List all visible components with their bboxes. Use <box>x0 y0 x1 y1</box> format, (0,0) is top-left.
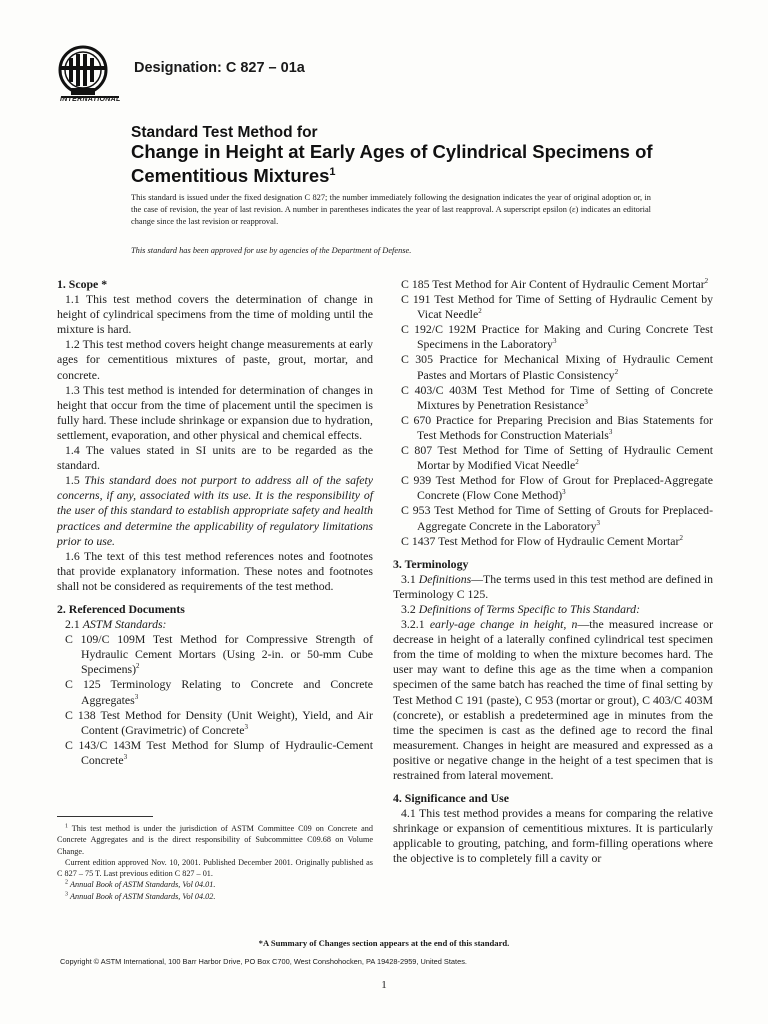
page-number: 1 <box>381 979 387 991</box>
paragraph-1-1: 1.1 This test method covers the determination of change in height of cylindrical specimens from the time of molding until the mixture is hard. <box>57 292 373 337</box>
section-heading-terminology: 3. Terminology <box>393 556 469 571</box>
reference-item: C 953 Test Method for Time of Setting of Grouts for Preplaced-Aggregate Concrete in the Laboratory$^3$ <box>401 503 713 533</box>
reference-item: C 125 Terminology Relating to Concrete and Concrete Aggregates$^3$ <box>65 677 373 707</box>
footnote-2: $^2$ Annual Book of ASTM Standards, Vol 04.01. <box>65 879 216 890</box>
reference-item: C 1437 Test Method for Flow of Hydraulic Cement Mortar$^2$ <box>401 533 683 548</box>
document-title <box>131 123 653 186</box>
approval-note: This standard has been approved for use by agencies of the Department of Defense. <box>131 246 412 255</box>
section-heading-referenced: 2. Referenced Documents <box>57 601 185 616</box>
designation: Designation: C 827 – 01a <box>134 60 305 76</box>
footnotes <box>57 823 373 902</box>
paragraph-1-3: 1.3 This test method is intended for determination of changes in height that occur from the time of placement until the specimen is fully hard. These include shrinkage or expansion due to hydration, settlement, evaporation, and other physical and chemical effects. <box>57 382 373 442</box>
title-footnote-mark: 1 <box>329 166 336 178</box>
paragraph-1-2: 1.2 This test method covers height change measurements at early ages for cementitious mixtures of paste, grout, mortar, and concrete. <box>57 337 373 382</box>
reference-item: C 670 Practice for Preparing Precision and Bias Statements for Test Methods for Construction Materials$^3$ <box>401 412 713 442</box>
section-heading-scope: 1. Scope * <box>57 277 108 291</box>
title-line-3: Cementitious Mixtures$^1$ <box>131 165 336 187</box>
paragraph-1-4: 1.4 The values stated in SI units are to be regarded as the standard. <box>57 443 373 473</box>
paragraph-1-5: 1.5 This standard does not purport to address all of the safety concerns, if any, associated with its use. It is the responsibility of the user of this standard to establish appropriate safety and health practices and determine the applicability of regulatory limitations prior to use. <box>57 473 373 548</box>
title-line-2: Change in Height at Early Ages of Cylindrical Specimens of <box>131 141 653 162</box>
right-column <box>393 277 713 867</box>
reference-item: C 191 Test Method for Time of Setting of Hydraulic Cement by Vicat Needle$^2$ <box>401 292 713 322</box>
reference-item: C 807 Test Method for Time of Setting of Hydraulic Cement Mortar by Modified Vicat Needle$^2$ <box>401 443 713 473</box>
summary-of-changes-note: *A Summary of Changes section appears at the end of this standard. <box>258 938 510 948</box>
logo-caption: INTERNATIONAL <box>60 96 121 103</box>
reference-item: C 305 Practice for Mechanical Mixing of Hydraulic Cement Pastes and Mortars of Plastic Consistency$^2$ <box>401 352 713 382</box>
title-line-1: Standard Test Method for <box>131 124 318 141</box>
paragraph-4-1: 4.1 This test method provides a means for comparing the relative shrinkage or expansion of cementitious mixtures. It is particularly applicable to grouting, patching, and form-filling operations where the objective is to completely fill a cavity or <box>393 806 713 866</box>
footnote-3: $^3$ Annual Book of ASTM Standards, Vol 04.02. <box>65 891 216 901</box>
issue-note: This standard is issued under the fixed designation C 827; the number immediately following the designation indicates the year of original adoption or, in the case of revision, the year of last revision. A number in parentheses indicates the year of last reapproval. A superscript epsilon (ε) indicates an editorial change since the last revision or reapproval. <box>131 193 651 226</box>
left-column <box>57 277 373 768</box>
copyright-line: Copyright © ASTM International, 100 Barr Harbor Drive, PO Box C700, West Conshohocken, PA 19428-2959, United States. <box>60 957 467 966</box>
reference-item: C 192/C 192M Practice for Making and Curing Concrete Test Specimens in the Laboratory$^3$ <box>401 322 713 352</box>
reference-list-left <box>57 632 373 768</box>
reference-item: C 138 Test Method for Density (Unit Weight), Yield, and Air Content (Gravimetric) of Concrete$^3$ <box>65 707 373 737</box>
reference-list-right <box>393 277 713 549</box>
reference-item: C 939 Test Method for Flow of Grout for Preplaced-Aggregate Concrete (Flow Cone Method)$^3$ <box>401 473 713 503</box>
reference-item: C 109/C 109M Test Method for Compressive Strength of Hydraulic Cement Mortars (Using 2-in. or 50-mm Cube Specimens)$^2$ <box>65 632 373 677</box>
footnote-1: $^1$ This test method is under the jurisdiction of ASTM Committee C09 on Concrete and Concrete Aggregates and is the direct responsibility of Subcommittee C09.68 on Volume Change. <box>57 823 373 856</box>
reference-item: C 185 Test Method for Air Content of Hydraulic Cement Mortar$^2$ <box>401 277 709 291</box>
reference-item: C 143/C 143M Test Method for Slump of Hydraulic-Cement Concrete$^3$ <box>65 737 373 767</box>
paragraph-3-1: 3.1 Definitions—The terms used in this test method are defined in Terminology C 125. <box>393 571 714 601</box>
paragraph-3-2: 3.2 Definitions of Terms Specific to This Standard: <box>401 601 641 616</box>
paragraph-1-6: 1.6 The text of this test method references notes and footnotes that provide explanatory information. These notes and footnotes shall not be considered as requirements of the test method. <box>57 548 373 593</box>
section-heading-significance: 4. Significance and Use <box>393 791 510 806</box>
paragraph-3-2-1: 3.2.1 early-age change in height, n—the measured increase or decrease in height of a laterally confined cylindrical test specimen from the time of molding to when the mixture becomes hard. The user may want to define this age as the time when a companion specimen of the same batch has reached the time of final setting by Test Method C 191 (paste), C 953 (mortar or grout), C 403/C 403M (concrete), or establish a predetermined age in minutes from the time the specimen is cast as the defined age to record the final measurement. Changes in height are measured and expressed as a positive or negative change in the height of a test specimen that is restrained from lateral movement. <box>393 617 713 782</box>
reference-item: C 403/C 403M Test Method for Time of Setting of Concrete Mixtures by Penetration Resistance$^3$ <box>401 382 713 412</box>
footnote-1-edition: Current edition approved Nov. 10, 2001. Published December 2001. Originally published as C 827 – 75 T. Last previous edition C 827 – 01. <box>57 857 373 879</box>
footnote-divider <box>57 816 153 817</box>
paragraph-2-1: 2.1 ASTM Standards: <box>65 617 167 632</box>
